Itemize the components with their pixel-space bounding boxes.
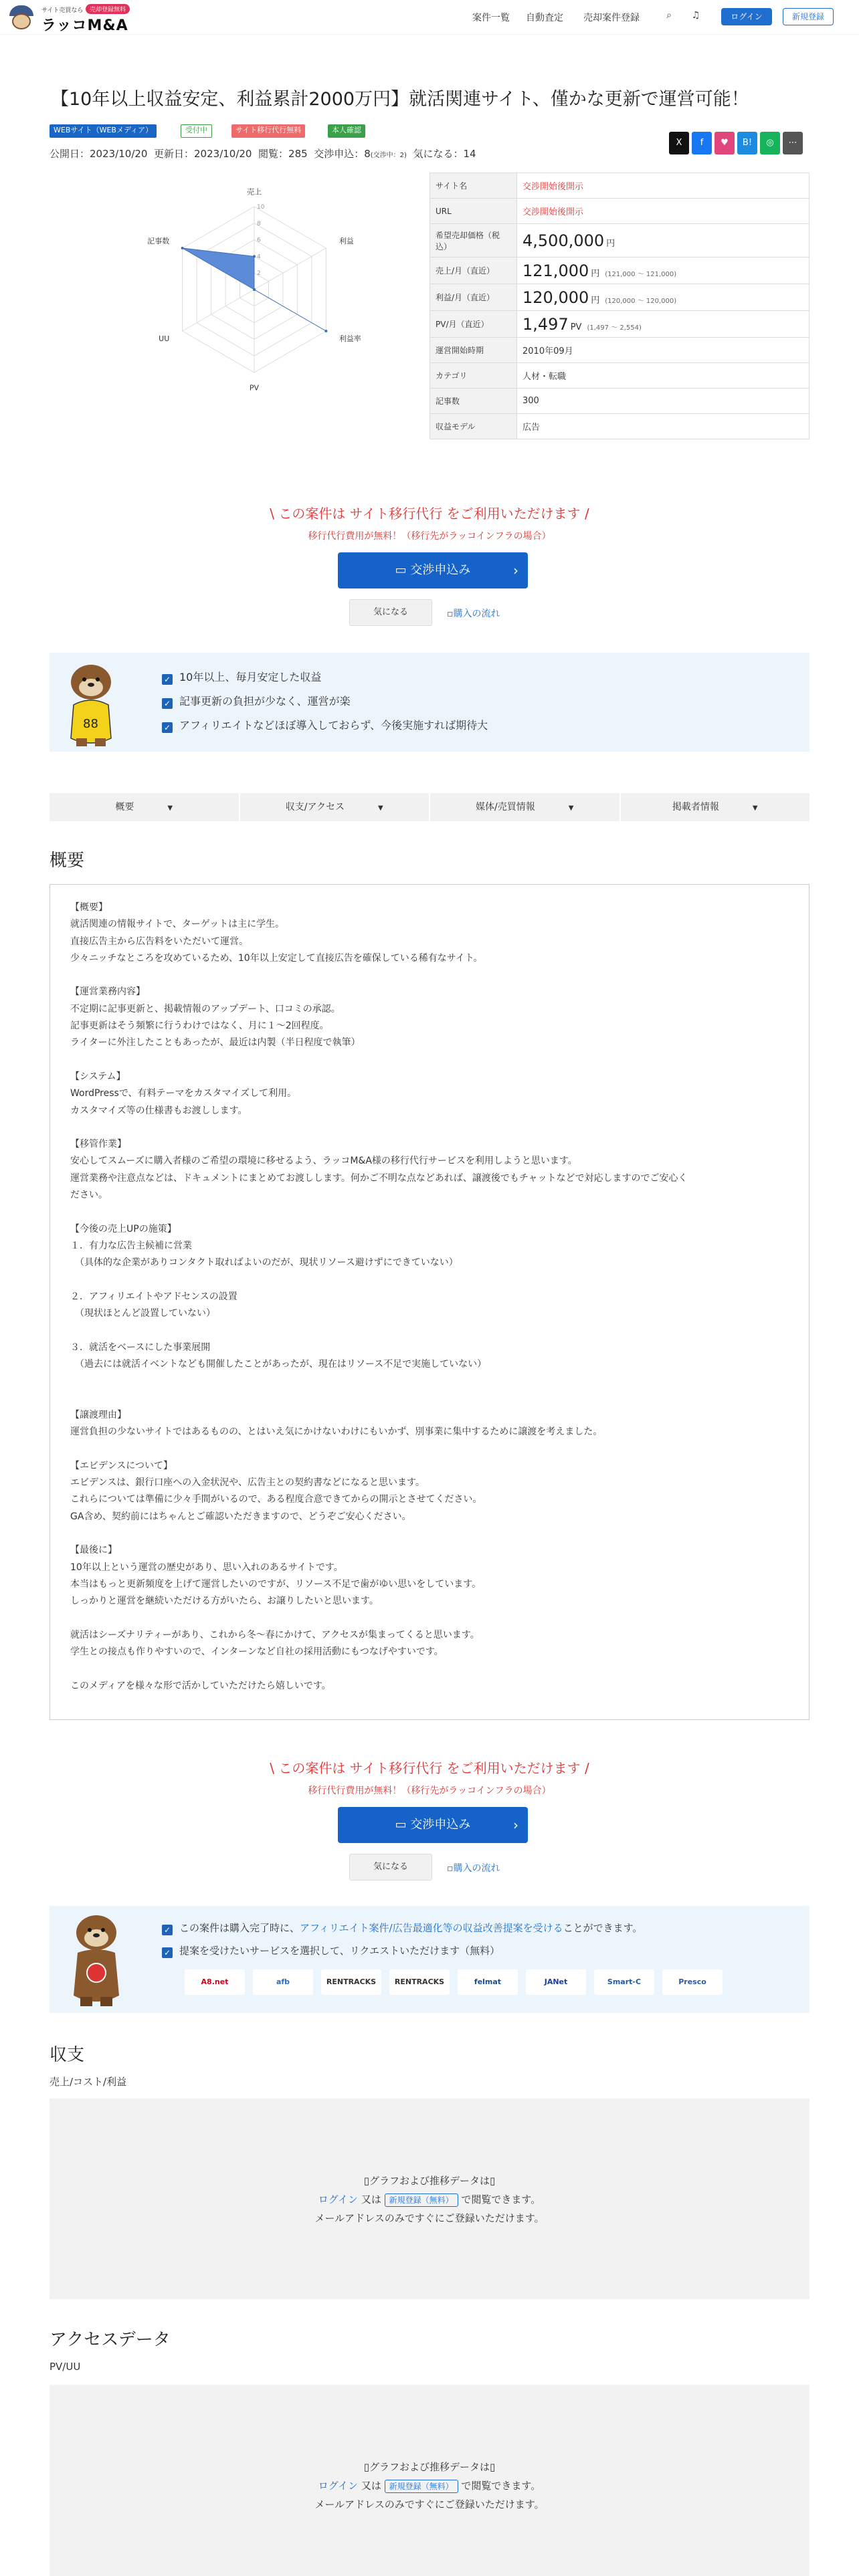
lock-tail: で閲覧できます。 (461, 2480, 541, 2492)
spec-amount: 120,000 (522, 288, 589, 307)
radar-data-point (181, 247, 184, 249)
share-pocket-icon[interactable]: ♥ (714, 132, 735, 154)
favorite-button[interactable]: 気になる (349, 599, 432, 626)
radar-axis-label: UU (159, 334, 170, 344)
radar-chart (127, 173, 381, 413)
spec-value (517, 173, 809, 199)
spec-amount: 1,497 (522, 314, 569, 334)
spec-row (430, 363, 809, 389)
share-x-icon[interactable]: X (669, 132, 689, 154)
point-3 (162, 717, 488, 733)
spec-unit: 円 (591, 295, 600, 306)
point-2-text: 記事更新の負担が少なく、運営が楽 (179, 695, 351, 708)
lock-line (50, 2192, 809, 2207)
lock-icon: ▯ (363, 2175, 369, 2187)
radar-axis-label: 売上 (247, 187, 262, 197)
spec-key: PV/月（直近） (430, 311, 517, 338)
spec-row (430, 257, 809, 284)
spec-text: 人材・転職 (522, 372, 567, 382)
nav-sell-register[interactable]: 売却案件登録 (583, 13, 640, 23)
otter-mascot-icon (64, 1909, 131, 2010)
finance-locked-box (50, 2099, 809, 2299)
info-icon: ▫ (447, 1863, 454, 1874)
lock-head (50, 2173, 809, 2187)
spec-row (430, 224, 809, 257)
revenue-improve-box (50, 1906, 809, 2013)
signup-button[interactable]: 新規登録 (783, 8, 834, 25)
asp-logo[interactable]: Presco (662, 1969, 723, 1995)
share-more-icon[interactable]: ⋯ (783, 132, 803, 154)
negotiate-label-2: 交渉申込み (410, 1818, 471, 1832)
spec-value (517, 414, 809, 439)
access-locked-box (50, 2385, 809, 2576)
site-logo[interactable]: ラッコM&A (41, 17, 128, 34)
spec-row (430, 338, 809, 363)
asp-logo[interactable]: JANet (526, 1969, 586, 1995)
spec-key: URL (430, 199, 517, 224)
improve-line-2-text: 提案を受けたいサービスを選択して、リクエストいただけます（無料） (179, 1945, 500, 1957)
section-tabs (50, 793, 809, 821)
spec-unit: PV (570, 322, 582, 332)
lock-note: メールアドレスのみですぐにご登録いただけます。 (314, 2212, 545, 2224)
tab-finance-label: 収支/アクセス (285, 802, 345, 813)
checkbox-icon: ✓ (162, 674, 173, 685)
tab-finance-access[interactable] (240, 793, 430, 821)
login-button[interactable]: ログイン (721, 8, 772, 25)
asp-logo[interactable]: afb (253, 1969, 313, 1995)
listing-meta (50, 146, 476, 160)
asp-logo[interactable]: RENTRACKS (321, 1969, 381, 1995)
lock-login-link[interactable]: ログイン (318, 2480, 359, 2492)
info-icon: ▫ (447, 609, 454, 619)
point-1-text: 10年以上、毎月安定した収益 (179, 671, 322, 683)
spec-row (430, 173, 809, 199)
tab-media-label: 媒体/売買情報 (476, 802, 535, 813)
spec-value (517, 311, 809, 338)
lock-icon: ▯ (490, 2461, 496, 2473)
lock-icon: ▯ (363, 2461, 369, 2473)
radar-axis-label: 記事数 (147, 236, 170, 245)
bell-icon[interactable]: ♫ (691, 10, 700, 21)
spec-amount: 4,500,000 (522, 231, 605, 250)
spec-value (517, 284, 809, 311)
offer-count: 交渉申込：8 (314, 148, 371, 160)
radar-data-point (253, 288, 256, 291)
radar-axis-line (254, 248, 326, 290)
spec-range: (1,497 ～ 2,554) (587, 324, 642, 332)
checkbox-icon: ✓ (162, 722, 173, 733)
site-header (0, 0, 859, 35)
tab-overview-label: 概要 (115, 802, 134, 813)
overview-text: 【概要】 就活関連の情報サイトで、ターゲットは主に学生。 直接広告主から広告料をいただいて運営。 少々ニッチなところを攻めているため、10年以上安定して直接広告を確保している稀有なサイト。 【運営業務内容】 不定期に記事更新と、掲載情報のアップデート、口コミの承認。 記事更新はそう頻繁に行うわけではなく、月に１〜2回程度。 ライターに外注したこともあったが、最近は内製（半日程度で執筆） 【システム】 WordPressで、有料テーマをカスタマイズして利用。 カスタマイズ等の仕様書もお渡しします。 【移管作業】 安心してスムーズに購入者様のご希望の環境に移せるよう、ラッコM&A様の移行代行サービスを利用しようと思います。 運営業務や注意点などは、ドキュメントにまとめてお渡しします。何かご不明な点などあれば、譲渡後でもチャットなどで対応しますのでご安心く ださい。 【今後の売上UPの施策】 １．有力な広告主候補に営業 （具体的な企業がありコンタクト取ればよいのだが、現状リソース避けずにできていない） ２．アフィリエイトやアドセンスの設置 （現状ほとんど設置していない） ３．就活をベースにした事業展開 （過去には就活イベントなども開催したことがあったが、現在はリソース不足で実施していない） 【譲渡理由】 運営負担の少ないサイトではあるものの、とはいえ気にかけないわけにもいかず、別事業に集中するために譲渡を考えました。 【エビデンスについて】 エビデンスは、銀行口座への入金状況や、広告主との契約書などになると思います。 これらについては準備に少々手間がいるので、ある程度合意できてからの開示とさせてください。 GA含め、契約前にはちゃんとご確認いただきますので、どうぞご安心ください。 【最後に】 10年以上という運営の歴史があり、思い入れのあるサイトです。 本当はもっと更新頻度を上げて運営したいのですが、リソース不足で歯がゆい思いをしています。 しっかりと運営を継続いただける方がいたら、お譲りしたいと思います。 就活はシーズナリティーがあり、これから冬〜春にかけて、アクセスが集まってくると思います。 学生との接点も作りやすいので、インターンなど自社の採用活動にもつなげやすいです。 このメディアを様々な形で活かしていただけたら嬉しいです。 (70, 902, 688, 1691)
selling-points-box (50, 653, 809, 752)
spec-range: (121,000 ～ 121,000) (605, 270, 677, 278)
overview-description-box (50, 884, 809, 1720)
improve-after: ことができます。 (563, 1922, 643, 1934)
tab-media-info[interactable] (430, 793, 619, 821)
spec-row (430, 199, 809, 224)
spec-key: 売上/月（直近） (430, 257, 517, 284)
spec-key: 利益/月（直近） (430, 284, 517, 311)
radar-tick-label: 10 (257, 204, 265, 211)
spec-key: 記事数 (430, 389, 517, 414)
improve-line-1 (162, 1921, 642, 1935)
free-listing-badge: 売却登録無料 (86, 4, 130, 14)
spec-text: 交渉開始後開示 (522, 182, 584, 192)
spec-value (517, 199, 809, 224)
tag-website-type: WEBサイト（WEBメディア） (50, 124, 157, 138)
tab-overview[interactable] (50, 793, 239, 821)
spec-text: 300 (522, 396, 539, 406)
share-hatena-icon[interactable]: B! (737, 132, 757, 154)
point-2 (162, 693, 351, 709)
lock-register-link[interactable]: 新規登録（無料） (385, 2480, 458, 2493)
spec-key: 収益モデル (430, 414, 517, 439)
migration-cta-text-2: \ この案件は サイト移行代行 をご利用いただけます / (270, 1760, 589, 1776)
nav-auto-appraisal[interactable]: 自動査定 (526, 13, 563, 23)
migration-cta-sub-2: 移行代行費用が無料！（移行先がラッコインフラの場合） (308, 1786, 551, 1796)
radar-tick-label: 6 (257, 237, 261, 244)
radar-tick-label: 4 (257, 253, 261, 261)
radar-axis-label: 利益 (339, 236, 354, 245)
lock-or: 又は (361, 2480, 381, 2492)
negotiate-button-2[interactable] (338, 1807, 528, 1843)
asp-logo[interactable]: A8.net (185, 1969, 245, 1995)
chat-icon: ▭ (395, 1818, 411, 1832)
spec-range: (120,000 ～ 120,000) (605, 297, 677, 305)
point-1 (162, 669, 321, 685)
purchase-flow-label: 購入の流れ (453, 609, 500, 619)
radar-axis-label: PV (249, 383, 260, 393)
spec-value (517, 363, 809, 389)
fav-count: 気になる：14 (413, 148, 476, 160)
lock-head-text: グラフおよび推移データは (369, 2175, 490, 2187)
spec-value (517, 389, 809, 414)
otter-mascot-icon (64, 658, 120, 749)
otter-logo-icon[interactable] (7, 4, 36, 31)
tab-seller-info[interactable] (621, 793, 810, 821)
lock-or: 又は (361, 2193, 381, 2206)
chevron-right-icon: › (513, 1817, 518, 1833)
spec-row (430, 284, 809, 311)
access-heading: アクセスデータ (50, 2330, 171, 2350)
purchase-flow-link[interactable] (447, 607, 500, 620)
negotiate-button[interactable] (338, 552, 528, 588)
asp-logo[interactable]: felmat (458, 1969, 518, 1995)
lock-login-link[interactable]: ログイン (318, 2193, 359, 2206)
radar-data-point (253, 255, 256, 257)
improve-line-2 (162, 1943, 500, 1958)
improve-before: この案件は購入完了時に、 (179, 1922, 300, 1934)
checkbox-icon: ✓ (162, 1947, 173, 1958)
negotiate-label: 交渉申込み (410, 563, 471, 577)
spec-text: 2010年09月 (522, 346, 573, 356)
share-facebook-icon[interactable]: f (692, 132, 712, 154)
chevron-down-icon: ▼ (568, 804, 574, 812)
published-date: 公開日：2023/10/20 (50, 148, 148, 160)
finance-heading: 収支 (50, 2045, 85, 2065)
share-line-icon[interactable]: ◎ (760, 132, 780, 154)
chevron-down-icon: ▼ (378, 804, 383, 812)
radar-tick-label: 8 (257, 220, 261, 227)
lock-head (50, 2460, 809, 2474)
lock-head-text: グラフおよび推移データは (369, 2461, 490, 2473)
overview-heading: 概要 (50, 851, 85, 871)
updated-date: 更新日：2023/10/20 (154, 148, 252, 160)
improve-link[interactable]: アフィリエイト案件/広告最適化等の収益改善提案を受ける (300, 1922, 563, 1934)
search-icon[interactable]: ⌕ (666, 10, 672, 21)
tab-seller-label: 掲載者情報 (672, 802, 719, 813)
spec-row (430, 389, 809, 414)
tag-migration-free: サイト移行代行無料 (231, 124, 305, 138)
chevron-down-icon: ▼ (167, 804, 173, 812)
spec-value (517, 338, 809, 363)
spec-key: サイト名 (430, 173, 517, 199)
logo-tagline: サイト売買なら (41, 7, 84, 14)
spec-key: 運営開始時期 (430, 338, 517, 363)
nav-listings[interactable]: 案件一覧 (472, 13, 510, 23)
lock-register-link[interactable]: 新規登録（無料） (385, 2193, 458, 2207)
radar-tick-label: 2 (257, 270, 261, 278)
chevron-right-icon: › (513, 562, 518, 578)
point-3-text: アフィリエイトなどほぼ導入しておらず、今後実施すれば期待大 (179, 719, 488, 732)
radar-axis-line (183, 290, 254, 331)
spec-value (517, 257, 809, 284)
chat-icon: ▭ (395, 563, 411, 577)
favorite-button-2[interactable]: 気になる (349, 1854, 432, 1881)
purchase-flow-link-2[interactable] (447, 1861, 500, 1874)
view-count: 閲覧：285 (258, 148, 308, 160)
finance-sub: 売上/コスト/利益 (50, 2076, 127, 2088)
spec-unit: 円 (606, 238, 615, 249)
listing-title: 【10年以上収益安定、利益累計2000万円】就活関連サイト、僅かな更新で運営可能！ (51, 89, 749, 110)
lock-note: メールアドレスのみですぐにご登録いただけます。 (314, 2498, 545, 2510)
access-sub: PV/UU (50, 2361, 81, 2373)
spec-key: 希望売却価格（税込） (430, 224, 517, 257)
spec-row (430, 414, 809, 439)
checkbox-icon: ✓ (162, 1925, 173, 1935)
migration-cta-text: \ この案件は サイト移行代行 をご利用いただけます / (270, 506, 589, 522)
lock-line (50, 2478, 809, 2493)
purchase-flow-label-2: 購入の流れ (453, 1863, 500, 1874)
svg-text:88: 88 (83, 717, 98, 731)
spec-table (430, 173, 809, 439)
spec-unit: 円 (591, 268, 600, 279)
spec-value (517, 224, 809, 257)
tag-identity-verified: 本人確認 (328, 124, 365, 138)
chevron-down-icon: ▼ (752, 804, 758, 812)
asp-logo[interactable]: Smart-C (594, 1969, 654, 1995)
spec-row (430, 311, 809, 338)
checkbox-icon: ✓ (162, 698, 173, 709)
asp-logo[interactable]: RENTRACKS (389, 1969, 450, 1995)
radar-axis-label: 利益率 (339, 334, 361, 344)
lock-icon: ▯ (490, 2175, 496, 2187)
tag-status: 受付中 (181, 124, 212, 138)
spec-text: 広告 (522, 423, 541, 433)
lock-tail: で閲覧できます。 (461, 2193, 541, 2206)
radar-data-point (324, 330, 327, 332)
spec-text: 交渉開始後開示 (522, 207, 584, 217)
offer-note: (交渉中：2) (370, 152, 407, 159)
migration-cta-sub: 移行代行費用が無料！（移行先がラッコインフラの場合） (308, 531, 551, 542)
spec-amount: 121,000 (522, 261, 589, 280)
spec-key: カテゴリ (430, 363, 517, 389)
